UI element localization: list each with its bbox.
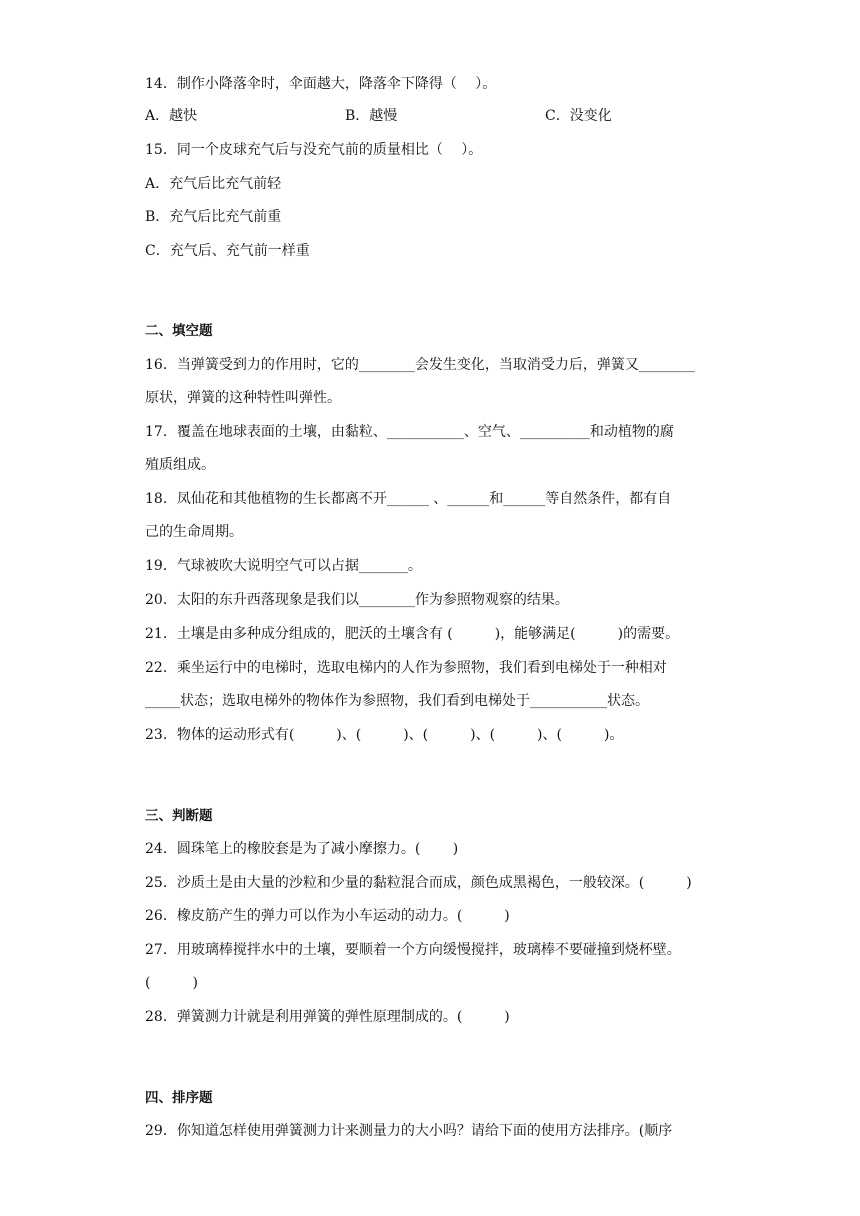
q14-option-b: B．越慢	[345, 108, 398, 124]
q15-option-b: B．充气后比充气前重	[145, 209, 282, 225]
q15-option-a: A．充气后比充气前轻	[145, 176, 282, 192]
question-23: 23．物体的运动形式有( )、( )、( )、( )、( )。	[145, 727, 624, 743]
question-14: 14．制作小降落伞时，伞面越大，降落伞下降得（ ）。	[145, 76, 497, 92]
question-29: 29．你知道怎样使用弹簧测力计来测量力的大小吗？请给下面的使用方法排序。(顺序	[145, 1123, 673, 1139]
question-24: 24．圆珠笔上的橡胶套是为了减小摩擦力。( )	[145, 841, 459, 857]
q16-line-1: 16．当弹簧受到力的作用时，它的________会发生变化，当取消受力后，弹簧又________	[145, 357, 695, 373]
question-15: 15．同一个皮球充气后与没充气前的质量相比（ ）。	[145, 142, 483, 158]
section-heading-ordering: 四、排序题	[145, 1090, 213, 1106]
question-28: 28．弹簧测力计就是利用弹簧的弹性原理制成的。( )	[145, 1009, 510, 1025]
question-17: 17．覆盖在地球表面的土壤，由黏粒、___________、空气、__________和动植物的腐	[145, 424, 674, 440]
question-22: 22．乘坐运行中的电梯时，选取电梯内的人作为参照物，我们看到电梯处于一种相对	[145, 660, 667, 676]
question-19: 19．气球被吹大说明空气可以占据_______。	[145, 558, 422, 574]
q17-line-2: 殖质组成。	[145, 457, 215, 473]
q22-line-2: _____状态；选取电梯外的物体作为参照物，我们看到电梯处于___________状态。	[145, 693, 649, 709]
q14-option-a: A．越快	[145, 108, 198, 124]
q16-line-2: 原状，弹簧的这种特性叫弹性。	[145, 390, 341, 406]
question-27: 27．用玻璃棒搅拌水中的土壤，要顺着一个方向缓慢搅拌，玻璃棒不要碰撞到烧杯壁。	[145, 942, 681, 958]
question-25: 25．沙质土是由大量的沙粒和少量的黏粒混合而成，颜色成黑褐色，一般较深。( )	[145, 875, 692, 891]
question-21: 21．土壤是由多种成分组成的，肥沃的土壤含有 ( )，能够满足( )的需要。	[145, 626, 680, 642]
section-heading-fill-in: 二、填空题	[145, 323, 213, 339]
section-heading-judge: 三、判断题	[145, 808, 213, 824]
q27-line-2: ( )	[145, 975, 198, 991]
question-20: 20．太阳的东升西落现象是我们以________作为参照物观察的结果。	[145, 592, 569, 608]
q14-option-c: C．没变化	[545, 108, 612, 124]
q18-line-2: 己的生命周期。	[145, 524, 243, 540]
question-16	[145, 355, 715, 375]
question-26: 26．橡皮筋产生的弹力可以作为小车运动的动力。( )	[145, 908, 510, 924]
question-18: 18．凤仙花和其他植物的生长都离不开______ 、______和______等自然条件，都有自	[145, 491, 672, 507]
q15-option-c: C．充气后、充气前一样重	[145, 243, 310, 259]
